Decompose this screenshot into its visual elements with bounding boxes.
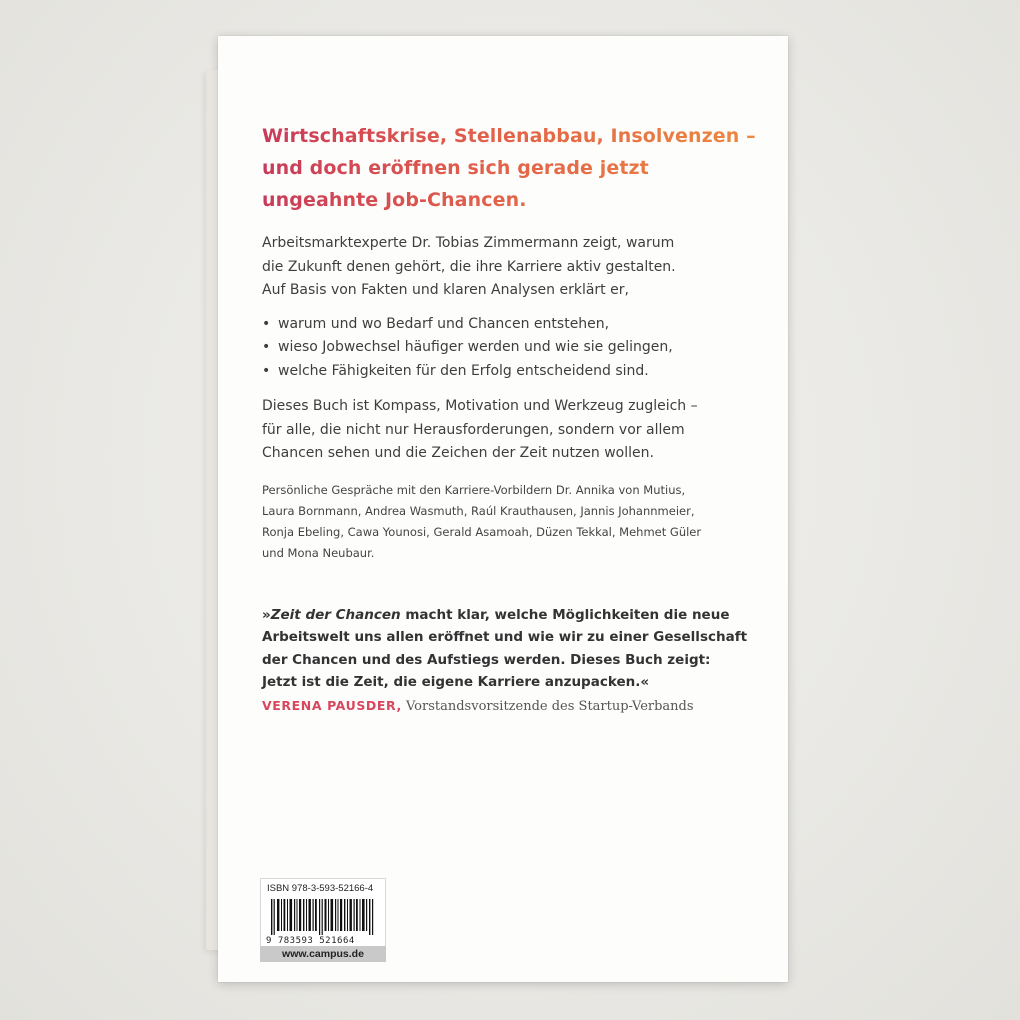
headline-line: Wirtschaftskrise, Stellenabbau, Insolvenzen – [262,125,756,147]
quote-open-mark: » [262,606,271,623]
list-item [262,336,762,360]
quote-author: VERENA PAUSDER, [262,697,402,713]
list-item [262,360,762,384]
intro-paragraph [262,232,762,303]
summary-line: für alle, die nicht nur Herausforderungen, sondern vor allem [262,421,685,438]
quote-line [262,604,762,627]
list-item-text: wieso Jobwechsel häufiger werden und wie sie gelingen, [278,339,673,355]
intro-line: die Zukunft denen gehört, die ihre Karriere aktiv gestalten. [262,258,676,275]
intro-line: Auf Basis von Fakten und klaren Analysen erklärt er, [262,282,629,298]
publisher-website: www.campus.de [260,946,386,962]
list-item [262,313,762,337]
summary-paragraph [262,395,762,466]
testimonial-quote [262,604,762,694]
intro-line: Arbeitsmarktexperte Dr. Tobias Zimmermann zeigt, warum [262,235,675,251]
quote-author-role: Vorstandsvorsitzende des Startup-Verbands [401,698,694,714]
quote-line: Jetzt ist die Zeit, die eigene Karriere anzupacken.« [262,674,650,690]
isbn-label: ISBN 978-3-593-52166-4 [267,883,374,894]
quote-attribution [262,698,762,714]
bullet-icon: • [262,315,271,332]
summary-line: Chancen sehen und die Zeichen der Zeit nutzen wollen. [262,445,654,461]
quote-line: der Chancen und des Aufstiegs werden. Dieses Buch zeigt: [262,651,711,668]
headline-line: und doch eröffnen sich gerade jetzt [262,157,649,179]
bullet-list [262,313,762,384]
barcode-digits: 9 783593 521664 [266,936,355,946]
list-item-text: welche Fähigkeiten für den Erfolg entscheidend sind. [278,362,649,379]
conversations-paragraph [262,480,762,564]
conversations-line: Laura Bornmann, Andrea Wasmuth, Raúl Krauthausen, Jannis Johannmeier, [262,503,695,518]
quote-book-title: Zeit der Chancen [270,606,401,623]
summary-line: Dieses Buch ist Kompass, Motivation und Werkzeug zugleich – [262,398,698,414]
quote-line: Arbeitswelt uns allen eröffnet und wie wir zu einer Gesellschaft [262,629,748,645]
bullet-icon: • [262,339,271,355]
barcode-icon [269,899,377,935]
conversations-line: und Mona Neubaur. [262,545,375,560]
bullet-icon: • [262,362,271,379]
quote-line-rest: macht klar, welche Möglichkeiten die neue [400,606,730,623]
conversations-line: Ronja Ebeling, Cawa Younosi, Gerald Asamoah, Düzen Tekkal, Mehmet Güler [262,524,702,539]
conversations-line: Persönliche Gespräche mit den Karriere-Vorbildern Dr. Annika von Mutius, [262,482,686,497]
cover-text [262,120,762,714]
headline-line: ungeahnte Job-Chancen. [262,189,527,211]
book-back-cover [218,36,788,982]
list-item-text: warum und wo Bedarf und Chancen entstehen, [278,315,610,332]
headline [262,120,762,216]
